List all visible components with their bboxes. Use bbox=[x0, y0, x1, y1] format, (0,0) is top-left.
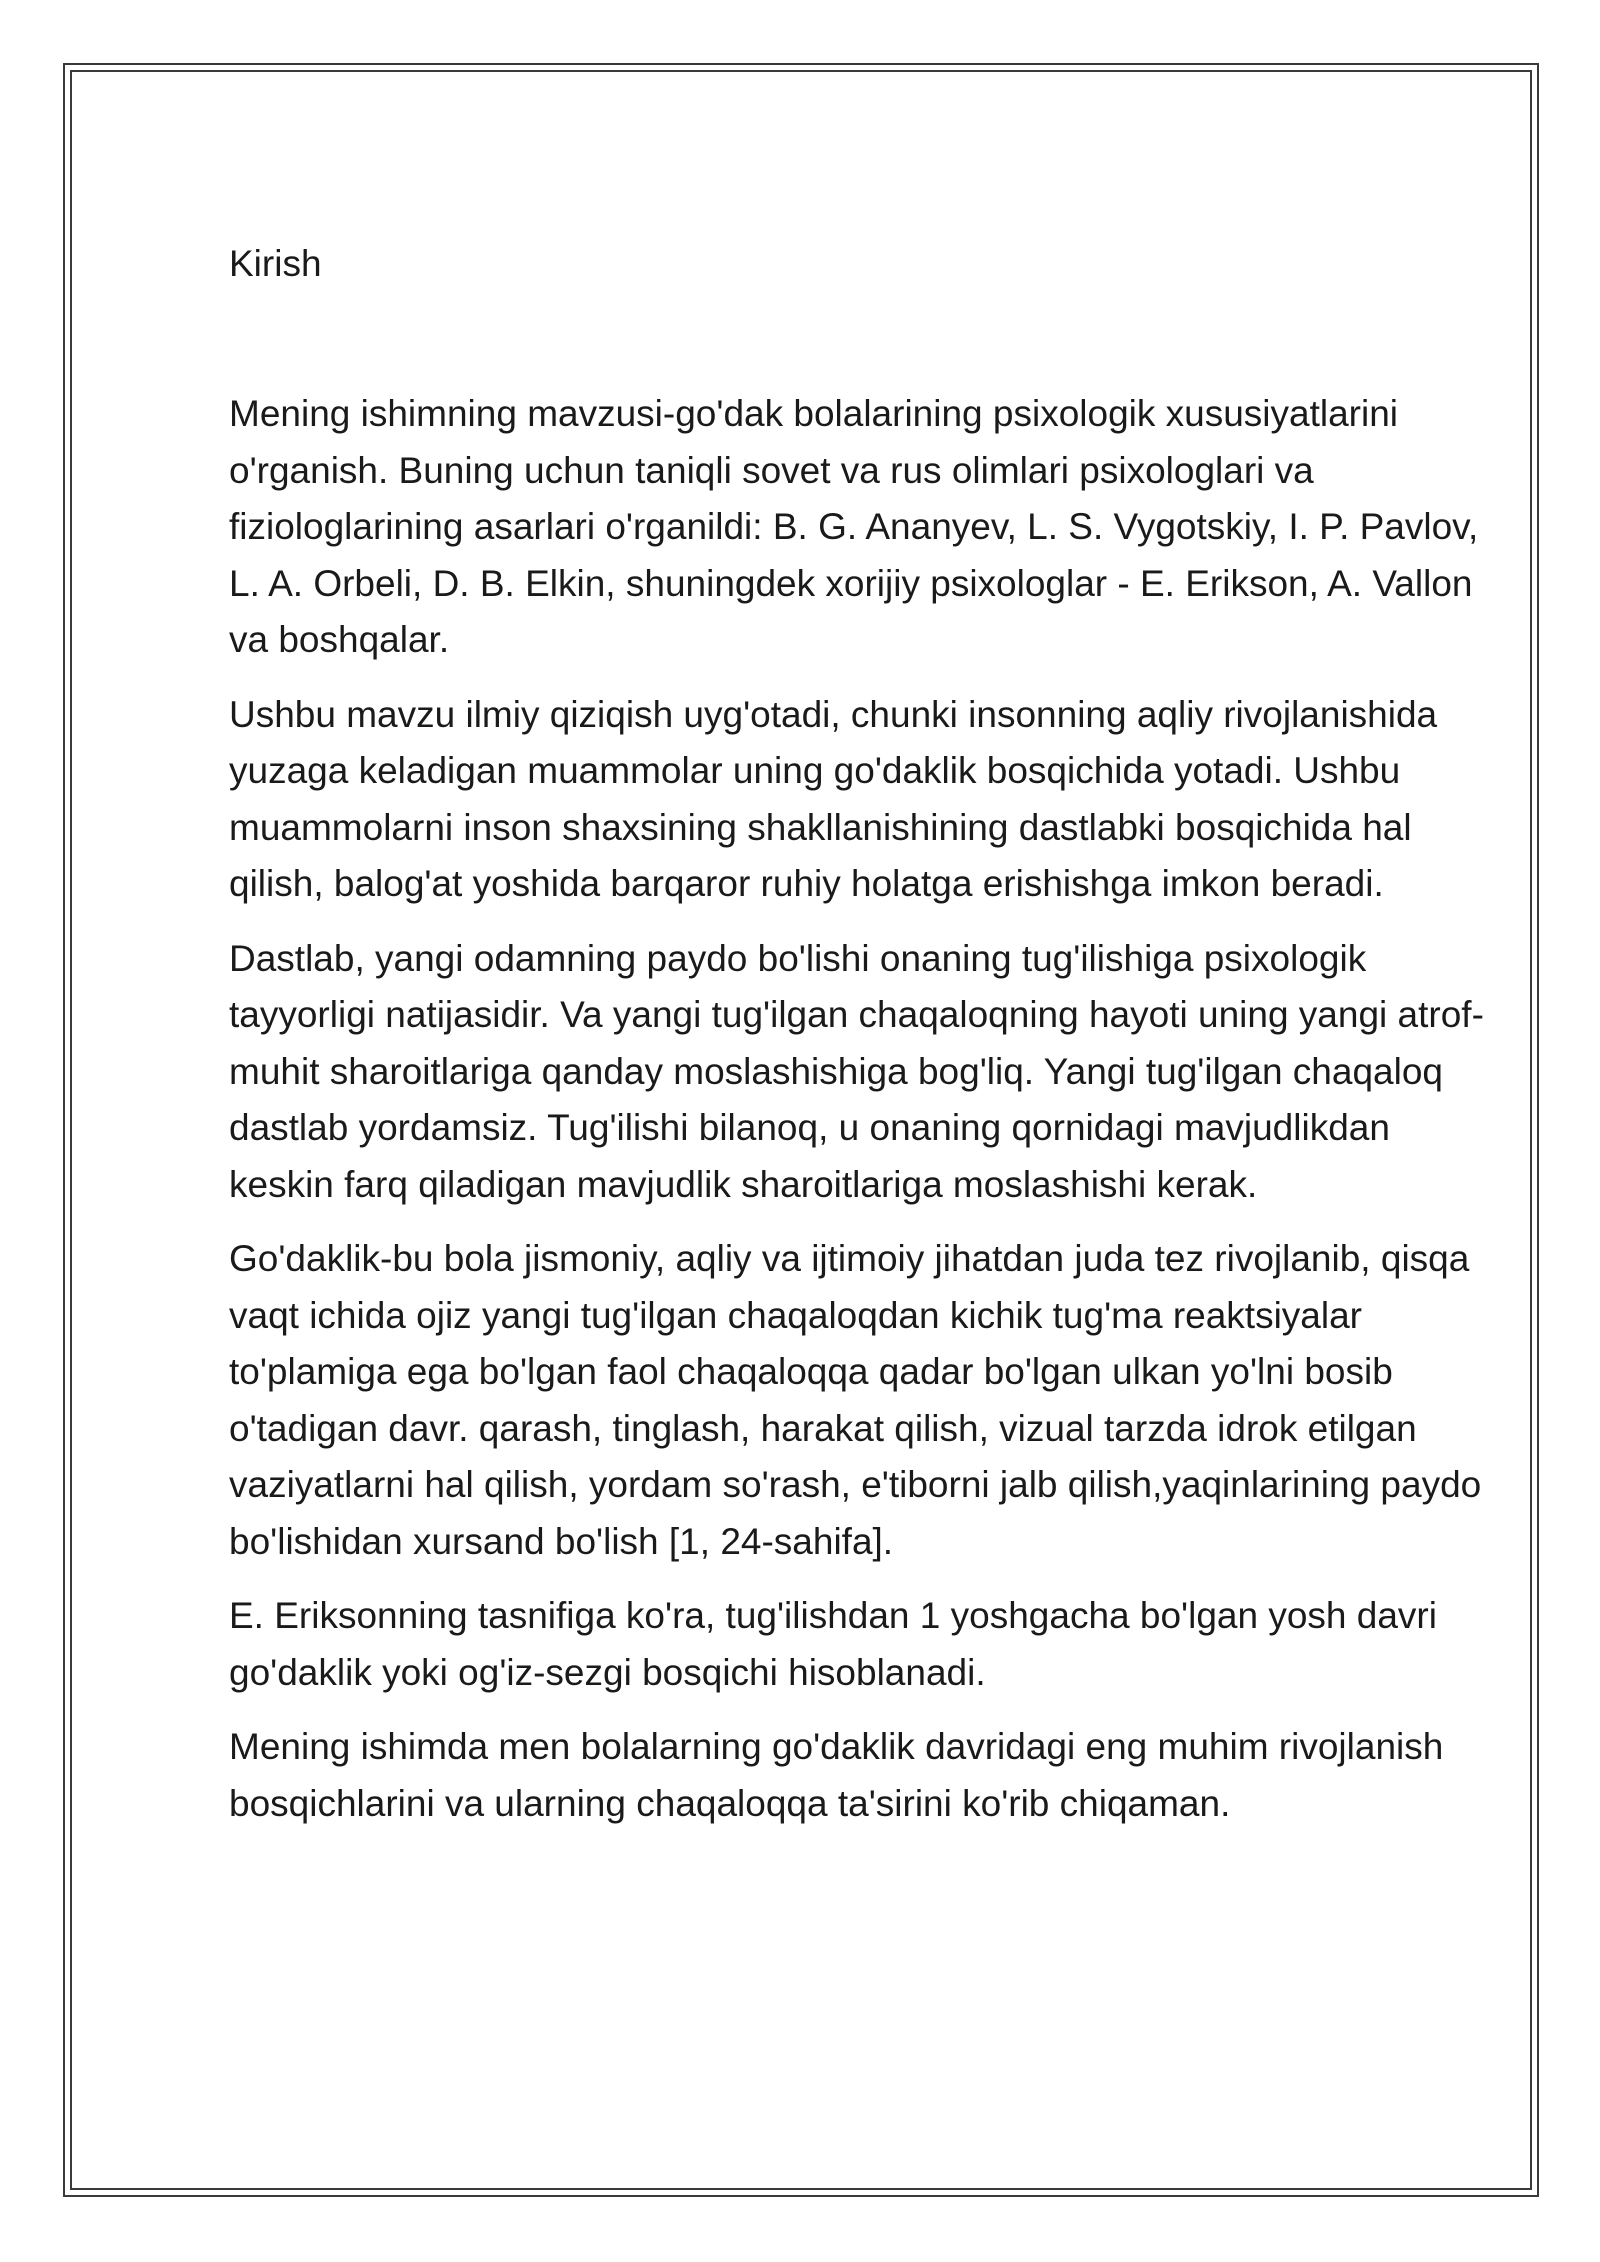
paragraph-5: E. Eriksonning tasnifiga ko'ra, tug'ilishdan 1 yoshgacha bo'lgan yosh davri go'daklik yoki og'iz-sezgi bosqichi hisoblanadi. bbox=[229, 1595, 1437, 1693]
document-body bbox=[229, 236, 1494, 1850]
paragraph-1: Mening ishimning mavzusi-go'dak bolalarining psixologik xususiyatlarini o'rganish. Buning uchun taniqli sovet va rus olimlari psixologlari va fiziologlarining asarlari o'rganildi: B. G. Ananyev, L. S. Vygotskiy, I. P. Pavlov, L. A. Orbeli, D. B. Elkin, shuningdek xorijiy psixologlar - E. Erikson, A. Vallon va boshqalar. bbox=[229, 393, 1479, 660]
paragraph-4: Go'daklik-bu bola jismoniy, aqliy va ijtimoiy jihatdan juda tez rivojlanib, qisqa vaqt ichida ojiz yangi tug'ilgan chaqaloqdan kichik tug'ma reaktsiyalar to'plamiga ega bo'lgan faol chaqaloqqa qadar bo'lgan ulkan yo'lni bosib o'tadigan davr. qarash, tinglash, harakat qilish, vizual tarzda idrok etilgan vaziyatlarni hal qilish, yordam so'rash, e'tiborni jalb qilish,yaqinlarining paydo bo'lishidan xursand bo'lish [1, 24-sahifa]. bbox=[229, 1238, 1482, 1562]
paragraph-3: Dastlab, yangi odamning paydo bo'lishi onaning tug'ilishiga psixologik tayyorligi natijasidir. Va yangi tug'ilgan chaqaloqning hayoti uning yangi atrof-muhit sharoitlariga qanday moslashishiga bog'liq. Yangi tug'ilgan chaqaloq dastlab yordamsiz. Tug'ilishi bilanoq, u onaning qornidagi mavjudlikdan keskin farq qiladigan mavjudlik sharoitlariga moslashishi kerak. bbox=[229, 937, 1484, 1205]
paragraph-6: Mening ishimda men bolalarning go'daklik davridagi eng muhim rivojlanish bosqichlarini va ularning chaqaloqqa ta'sirini ko'rib chiqaman. bbox=[229, 1726, 1444, 1824]
document-heading: Kirish bbox=[229, 243, 322, 284]
paragraph-2: Ushbu mavzu ilmiy qiziqish uyg'otadi, chunki insonning aqliy rivojlanishida yuzaga keladigan muammolar uning go'daklik bosqichida yotadi. Ushbu muammolarni inson shaxsining shakllanishining dastlabki bosqichida hal qilish, balog'at yoshida barqaror ruhiy holatga erishishga imkon beradi. bbox=[229, 693, 1438, 904]
